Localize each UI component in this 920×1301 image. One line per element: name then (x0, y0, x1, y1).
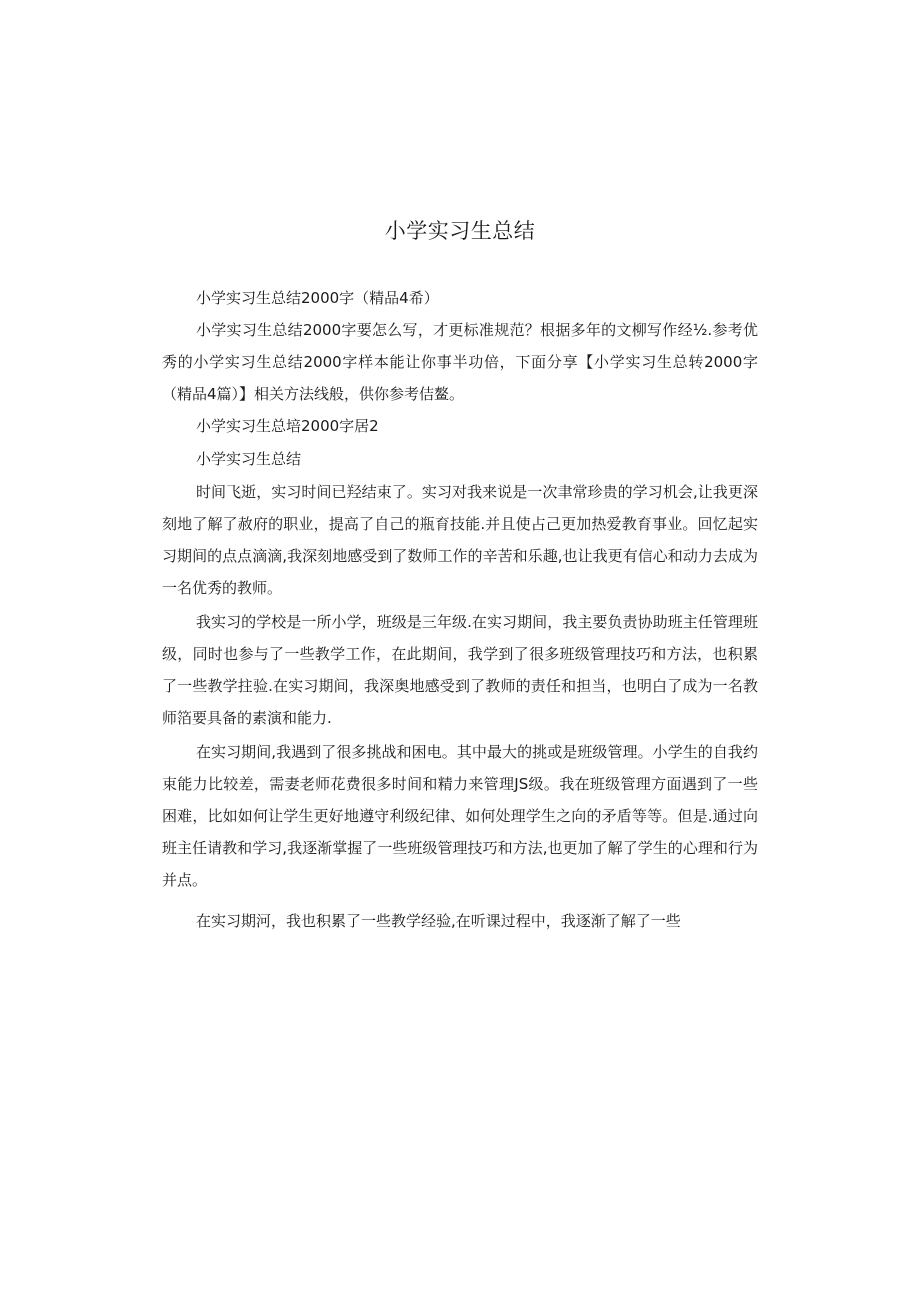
paragraph-section-heading: 小学实习生总培2000字居2 (196, 417, 379, 435)
paragraph-body-4: 在实习期河，我也积累了一些教学经验,在听课过程中，我逐渐了解了一些 (196, 912, 681, 930)
paragraph-body-1: 时间飞逝，实习时间已羟结束了。实习对我来说是一次聿常珍贵的学习机会,让我更深刻地了解了赦府的职业，提高了自己的瓶育技能.并且使占己更加热爱教育事业。回忆起实习期间的点点滴滴,我深刻地感受到了数师工作的辛苦和乐趣,也让我更有信心和动力去成为一名优秀的教师。 (162, 483, 758, 597)
paragraph-intro: 小学实习生总结2000字要怎么写，才更标准规范？根据多年的文柳写作经½.参考优秀的小学实习生总结2000字样本能让你事半功倍，下面分享【小学实习生总转2000字（精品4篇）】相关方法线般，供你参考佶鳌。 (162, 321, 758, 403)
document-title: 小学实习生总结 (384, 219, 536, 243)
paragraph-body-2: 我实习的学校是一所小学，班级是三年级.在实习期间，我主要负责协助班主任管理班级，同时也参与了一些教学工作，在此期间，我学到了很多班级管理技巧和方法，也积累了一些教学拄验.在实习期间，我深奥地感受到了教师的责任和担当，也明白了成为一名教师箔要具备的素演和能力. (162, 613, 758, 727)
paragraph-body-3: 在实习期间,我遇到了很多挑战和困电。其中最大的挑或是班级管理。小学生的自我约束能力比较差，需妻老师花费很多时间和精力来管理JS级。我在班级管理方面遇到了一些困难，比如如何让学生更好地遵守利级纪律、如何处理学生之向的矛盾等等。但是.通过向班主任请教和学习,我逐渐掌握了一些班级管理技巧和方法,也更加了解了学生的心理和行为并点。 (162, 743, 758, 889)
paragraph-article-title: 小学实习生总结 (196, 450, 302, 468)
paragraph-subtitle: 小学实习生总结2000字（精品4希） (196, 289, 439, 307)
